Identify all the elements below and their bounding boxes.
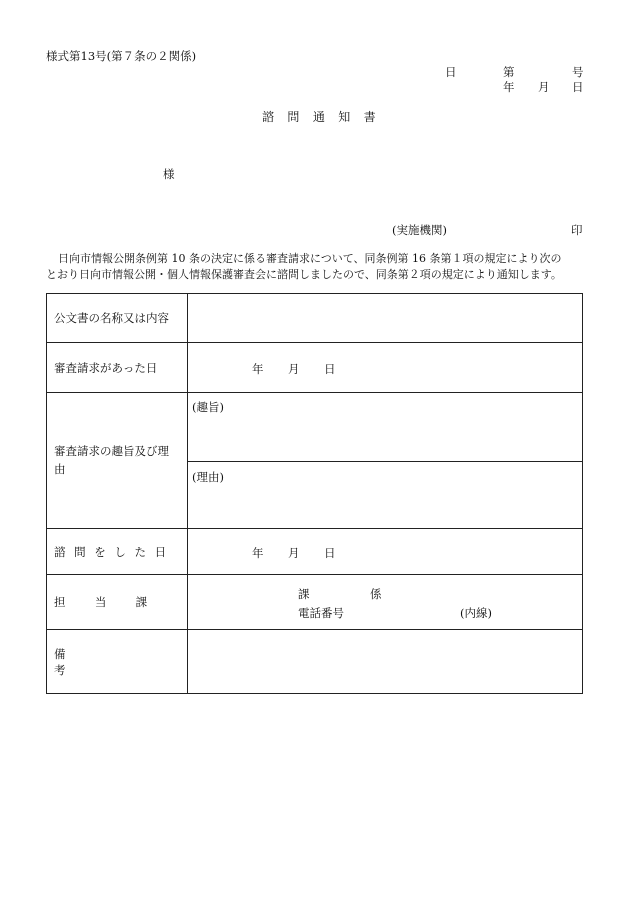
- consult-year: 年: [252, 545, 264, 560]
- staff-label: 担当課: [47, 575, 188, 630]
- table-row-remarks: [47, 630, 583, 694]
- date-month: 月: [538, 80, 550, 94]
- consult-month: 月: [288, 545, 300, 560]
- issuer-label: (実施機関): [392, 223, 447, 237]
- date-day: 日: [572, 80, 584, 94]
- body-text-line2: とおり日向市情報公開・個人情報保護審査会に諮問しましたので、同条第２項の規定により通知します。: [46, 268, 562, 281]
- staff-extension-label: (内線): [460, 606, 492, 620]
- consultation-table: [46, 293, 583, 694]
- staff-subsection: 係: [370, 587, 382, 601]
- body-text-line1: 日向市情報公開条例第 10 条の決定に係る審査請求について、同条例第 16 条第１項の規定により次の: [58, 252, 562, 265]
- reason-label: 審査請求の趣旨及び理由: [47, 393, 188, 529]
- table-row-staff: [47, 575, 583, 630]
- consult-day: 日: [324, 545, 336, 560]
- staff-phone-label: 電話番号: [298, 606, 344, 620]
- request-month: 月: [288, 361, 300, 376]
- document-label: 公文書の名称又は内容: [47, 294, 188, 343]
- staff-section: 課: [298, 587, 310, 601]
- table-row-reason: [47, 393, 583, 529]
- reason-cell: [188, 462, 582, 528]
- table-row-document: [47, 294, 583, 343]
- seal-mark: 印: [571, 223, 583, 237]
- table-row-consult-date: [47, 529, 583, 575]
- addressee-suffix: 様: [163, 167, 175, 181]
- document-title: 諮 問 通 知 書: [262, 110, 381, 124]
- remarks-value: [188, 630, 583, 694]
- request-date-value: [188, 343, 583, 393]
- ref-no: 第: [503, 65, 515, 79]
- reason-sub-label: (理由): [192, 470, 224, 484]
- consult-date-label: 諮問をした日: [47, 529, 188, 575]
- consult-date-value: [188, 529, 583, 575]
- date-year: 年: [503, 80, 515, 94]
- staff-value: [188, 575, 583, 630]
- form-id: 様式第13号(第７条の２関係): [46, 49, 197, 63]
- request-year: 年: [252, 361, 264, 376]
- document-value: [188, 294, 583, 343]
- request-day: 日: [324, 361, 336, 376]
- reason-value: [188, 393, 583, 529]
- remarks-label: 備考: [47, 630, 188, 694]
- purpose-label: (趣旨): [192, 400, 224, 414]
- purpose-cell: [188, 393, 582, 462]
- table-row-request-date: [47, 343, 583, 393]
- ref-suffix: 号: [572, 65, 584, 79]
- ref-day: 日: [445, 65, 457, 79]
- request-date-label: 審査請求があった日: [47, 343, 188, 393]
